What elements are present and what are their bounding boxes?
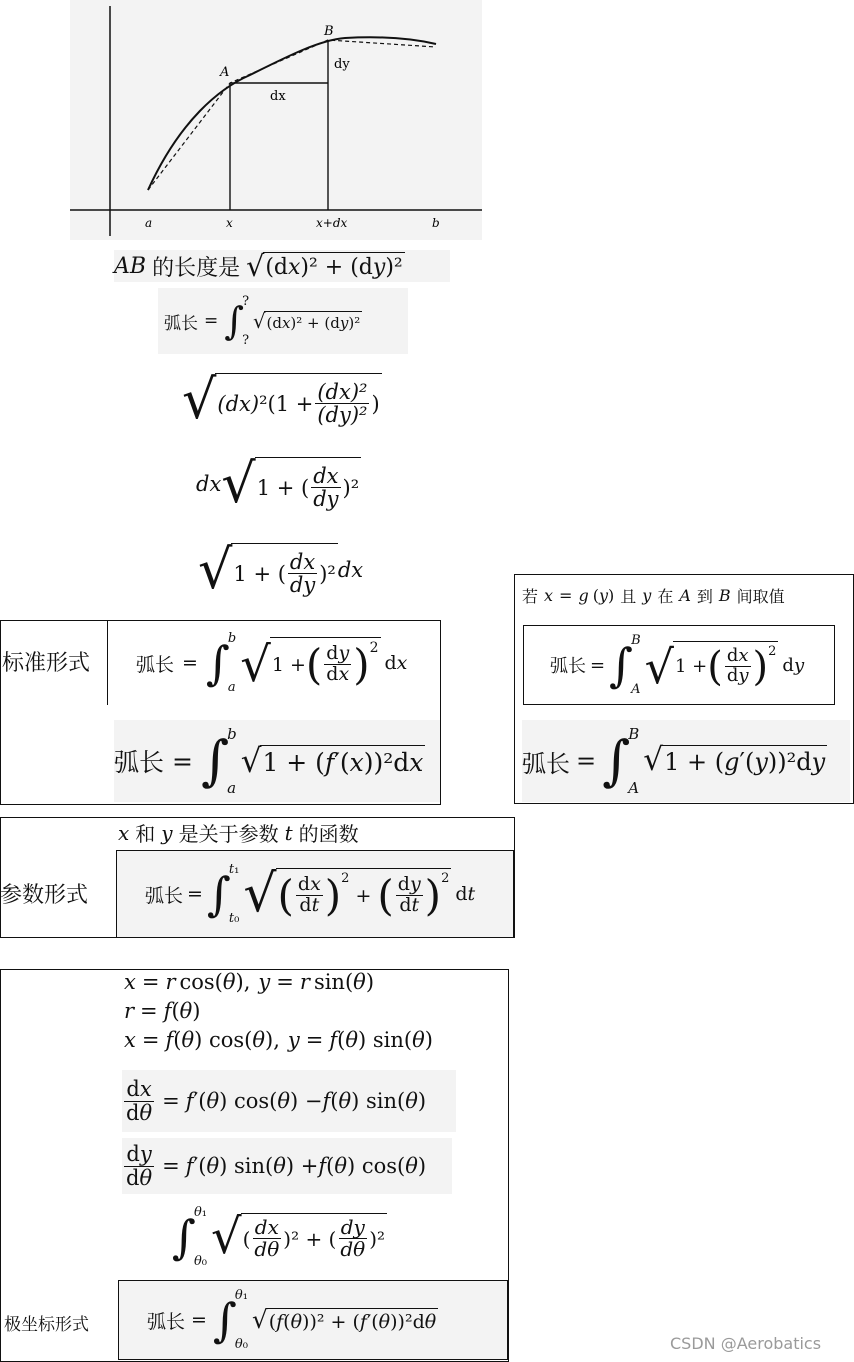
arc-length-figure (70, 0, 482, 240)
integral-A-B-gprime: ∫ B A (602, 725, 640, 797)
dy-label: dy (334, 57, 350, 72)
param-about: 是关于参数 (178, 822, 279, 846)
upper-limit: ? (242, 294, 250, 309)
ab-segment: AB (114, 253, 147, 279)
integral-t0-t1: ∫ t₁ t₀ (206, 862, 240, 926)
lower-limit: ? (242, 333, 250, 348)
standard-formula-dx: 弧长 = ∫ b a √ 1 + ( $\frac{dy}{dx}$ ) $^2$ dx (136, 631, 408, 695)
cond-in: 在 (657, 587, 674, 606)
arc-label-standard: 弧长 (136, 653, 175, 676)
sqrt-standard: √ 1 + ( $\frac{dy}{dx}$ ) $^2$ (240, 637, 379, 693)
arc-length-unknown-limits: 弧长 = ∫ ? ? √ (d x )² + (d y )² (158, 288, 408, 354)
chord-approximation (148, 40, 436, 190)
dy-formula-gprime: 弧长 = ∫ B A √ 1 + ( g ′( y ))²d y (522, 720, 850, 802)
integral-theta0-theta1-final: ∫ θ₁ θ₀ (212, 1288, 248, 1352)
parametric-form-label: 参数形式 (0, 883, 89, 908)
integral-A-B: ∫ B A (609, 633, 641, 697)
param-fn: 的函数 (298, 822, 359, 846)
sqrt-one-plus: √ 1 + ( $\frac{dx}{dy}$ )² (221, 452, 360, 515)
cond-range: 间取值 (736, 587, 785, 606)
polar-eq-xy: x = r cos( θ ), y = r sin( θ ) (124, 970, 375, 994)
arc-label-dy: 弧长 (550, 656, 586, 677)
tick-b-label: b (432, 216, 440, 230)
cond-if: 若 (522, 587, 539, 606)
polar-form-label: 极坐标形式 (4, 1315, 89, 1335)
tick-x-label: x (226, 216, 233, 230)
sqrt-fprime: √ 1 + ( f ′( x ))²d x (240, 741, 424, 780)
polar-formula: 弧长 = ∫ θ₁ θ₀ √ ( f ( θ ))² + ( f ′( θ ))²d θ (118, 1280, 508, 1360)
point-b-label: B (324, 24, 334, 39)
dy-formula-standard: 弧长 = ∫ B A √ 1 + ( $\frac{dx}{dy}$ ) $^2$ dy (550, 633, 805, 697)
arc-label-fprime: 弧长 (114, 748, 165, 777)
sqrt-dx2-dy2: √ (d x )² + (d y )² (246, 248, 403, 283)
sqrt-dx-formula: √ 1 + ( $\frac{dx}{dy}$ )² dx (198, 538, 364, 601)
cond-and: 且 (620, 587, 637, 606)
cond-to: 到 (696, 587, 713, 606)
arc-label: 弧长 (164, 313, 198, 334)
point-a-label: A (220, 65, 230, 80)
sqrt-polar: √ ( f ( θ ))² + ( f ′( θ ))²d θ (251, 1304, 437, 1334)
arc-label-polar: 弧长 (147, 1310, 186, 1333)
dy-condition: 若 x = g ( y ) 且 y 在 A 到 B 间取值 (522, 586, 785, 606)
integral-theta0-theta1: ∫ θ₁ θ₀ (172, 1205, 208, 1269)
polar-dxdtheta: $\frac{dx}{d\theta}$ = f ′( θ ) cos( θ ) − f ( θ ) sin( θ ) (122, 1070, 456, 1132)
integral-a-b: ∫ b a (205, 631, 237, 695)
standard-formula-fprime: 弧长 = ∫ b a √ 1 + ( f ′( x ))²d x (114, 720, 440, 802)
parametric-formula: 弧长 = ∫ t₁ t₀ √ ( $\frac{dx}{dt}$ ) $^2$ + ( $\frac{dy}{dt}$ ) $^2$ dt (116, 850, 514, 938)
ab-length-formula (114, 250, 450, 282)
polar-dydtheta: $\frac{dy}{d\theta}$ = f ′( θ ) sin( θ ) + f ( θ ) cos( θ ) (122, 1138, 452, 1194)
dx-sqrt-formula: dx √ 1 + ( $\frac{dx}{dy}$ )² (196, 452, 360, 515)
sqrt-one-plus-2: √ 1 + ( $\frac{dx}{dy}$ )² (198, 538, 336, 601)
sqrt-polar-derivs: √ ( $\frac{dx}{d\theta}$ )² + ( $\frac{dy}{d\theta}$ )² (211, 1209, 386, 1265)
tick-a-label: a (145, 216, 153, 230)
polar-eq-r: r = f ( θ ) (124, 999, 201, 1023)
integral-a-b-fprime: ∫ b a (200, 725, 237, 797)
csdn-watermark: CSDN @Aerobatics (670, 1334, 822, 1353)
arc-label-gprime: 弧长 (522, 749, 570, 778)
integral-unknown: ∫ ? ? (224, 294, 250, 348)
factored-sqrt-formula (182, 362, 382, 438)
ab-length-text: 的长度是 (152, 255, 241, 281)
standard-form-label: 标准形式 (2, 651, 91, 676)
dx-label: dx (270, 89, 286, 104)
curve (148, 37, 436, 190)
arc-label-param: 弧长 (145, 884, 184, 907)
tick-xdx-label: x+dx (316, 216, 348, 230)
sqrt-param: √ ( $\frac{dx}{dt}$ ) $^2$ + ( $\frac{dy}{dt}$ ) $^2$ (243, 864, 450, 924)
sqrt-dy: √ 1 + ( $\frac{dx}{dy}$ ) $^2$ (644, 639, 777, 694)
parametric-description: x 和 y 是关于参数 t 的函数 (118, 818, 359, 847)
sqrt-factored: √ (dx) ²(1 + $\frac{\text{(dx)²}}{\text{(dy)²}}$ ) (182, 368, 380, 431)
polar-eq-xy-f: x = f ( θ ) cos( θ ), y = f ( θ ) sin( θ ) (124, 1028, 433, 1052)
sqrt-dx2-dy2-small: √ (d x )² + (d y )² (253, 310, 361, 333)
param-and: 和 (135, 822, 156, 846)
polar-integral-derivatives (172, 1200, 387, 1274)
sqrt-gprime: √ 1 + ( g ′( y ))²d y (643, 742, 826, 779)
arc-length-diagram (70, 0, 482, 240)
